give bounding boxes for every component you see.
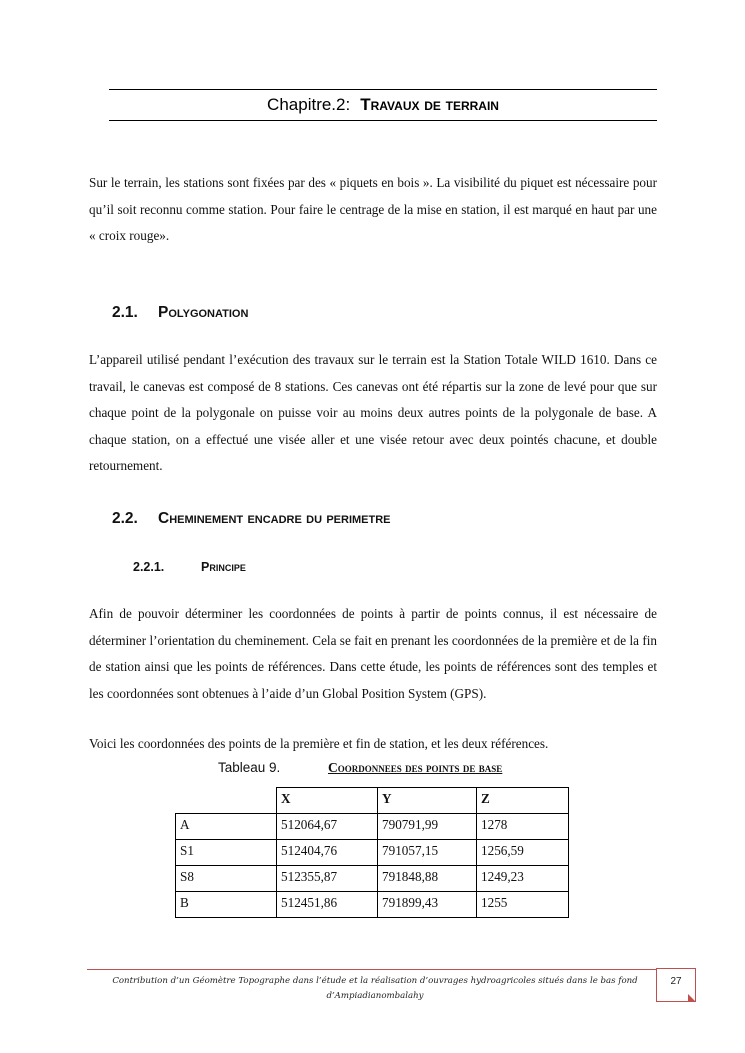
chapter-title: Travaux de terrain bbox=[360, 95, 499, 114]
subsection-title: Principe bbox=[201, 560, 246, 574]
table-cell: 512064,67 bbox=[277, 814, 378, 840]
header-cell-x: X bbox=[277, 788, 378, 814]
header-cell bbox=[176, 788, 277, 814]
footer-line-1: Contribution d’un Géomètre Topographe dans l’étude et la réalisation d’ouvrages hydroagricoles situés dans le bas fond bbox=[112, 976, 638, 986]
page-number: 27 bbox=[670, 976, 682, 987]
table-cell: S8 bbox=[176, 866, 277, 892]
table-cell: 790791,99 bbox=[378, 814, 477, 840]
table-title: Coordonnees des points de base bbox=[328, 760, 503, 775]
table-cell: 791057,15 bbox=[378, 840, 477, 866]
table-cell: 512355,87 bbox=[277, 866, 378, 892]
section-number: 2.2. bbox=[112, 510, 138, 527]
table-header-row bbox=[176, 788, 569, 814]
table-row bbox=[176, 892, 569, 918]
section-number: 2.1. bbox=[112, 304, 138, 321]
page-number-box bbox=[656, 968, 696, 1002]
footer-line-2: d’Ampiadianombalahy bbox=[326, 991, 424, 1001]
table-cell: 1255 bbox=[477, 892, 569, 918]
chapter-heading bbox=[109, 89, 657, 121]
footer-text bbox=[110, 974, 640, 1004]
table-row bbox=[176, 840, 569, 866]
table-caption bbox=[218, 760, 502, 776]
table-cell: 791848,88 bbox=[378, 866, 477, 892]
section-heading-polygonation bbox=[112, 304, 248, 322]
principe-paragraph-2: Voici les coordonnées des points de la première et fin de station, et les deux références. bbox=[89, 736, 549, 751]
table-cell: 1278 bbox=[477, 814, 569, 840]
footer-divider bbox=[87, 969, 657, 970]
table-cell: 512451,86 bbox=[277, 892, 378, 918]
intro-paragraph: Sur le terrain, les stations sont fixées par des « piquets en bois ». La visibilité du piquet est nécessaire pour qu’il soit reconnu comme station. Pour faire le centrage de la mise en station, il est marqué en haut par une « croix rouge». bbox=[89, 175, 657, 243]
section-heading-cheminement bbox=[112, 510, 391, 528]
table-cell: S1 bbox=[176, 840, 277, 866]
table-cell: A bbox=[176, 814, 277, 840]
table-cell: 1249,23 bbox=[477, 866, 569, 892]
principe-paragraph: Afin de pouvoir déterminer les coordonnées de points à partir de points connus, il est nécessaire de déterminer l’orientation du cheminement. Cela se fait en prenant les coordonnées de la première et de la fin de station ainsi que les points de références. Dans cette étude, les points de références sont des temples et les coordonnées sont obtenues à l’aide d’un Global Position System (GPS). bbox=[89, 606, 657, 701]
table-cell: 791899,43 bbox=[378, 892, 477, 918]
table-label: Tableau 9. bbox=[218, 760, 281, 775]
table-cell: B bbox=[176, 892, 277, 918]
subsection-number: 2.2.1. bbox=[133, 560, 165, 574]
subsection-heading-principe bbox=[133, 560, 246, 574]
header-cell-z: Z bbox=[477, 788, 569, 814]
table-cell: 512404,76 bbox=[277, 840, 378, 866]
page-fold-icon bbox=[688, 994, 696, 1002]
table-row bbox=[176, 866, 569, 892]
table-cell: 1256,59 bbox=[477, 840, 569, 866]
coordinates-table bbox=[175, 787, 569, 918]
polygonation-paragraph: L’appareil utilisé pendant l’exécution des travaux sur le terrain est la Station Totale WILD 1610. Dans ce travail, le canevas est composé de 8 stations. Ces canevas ont été répartis sur la zone de levé pour que sur chaque point de la polygonale on puisse voir au moins deux autres points de la polygonale de base. A chaque station, on a effectué une visée aller et une visée retour avec deux pointés chacune, et double retournement. bbox=[89, 352, 657, 473]
table-row bbox=[176, 814, 569, 840]
section-title: Cheminement encadre du perimetre bbox=[158, 510, 391, 527]
section-title: Polygonation bbox=[158, 304, 249, 321]
header-cell-y: Y bbox=[378, 788, 477, 814]
chapter-number: Chapitre.2: bbox=[267, 95, 351, 114]
